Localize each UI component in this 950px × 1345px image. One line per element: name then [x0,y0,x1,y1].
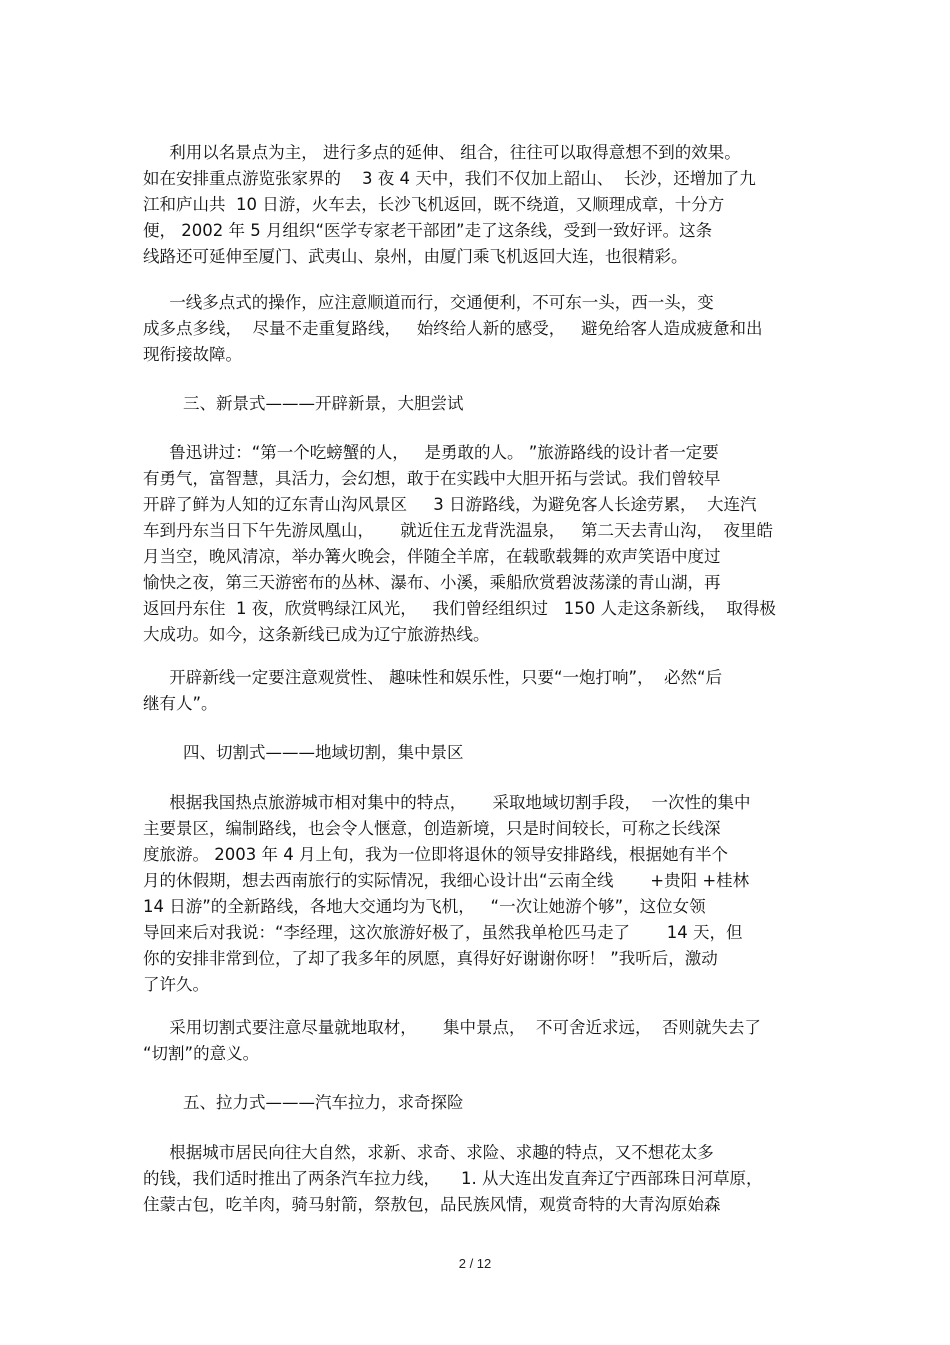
paragraph-6 [143,1015,808,1067]
text-line: 大成功。如今，这条新线已成为辽宁旅游热线。 [143,625,490,644]
text-line: 根据我国热点旅游城市相对集中的特点， 采取地域切割手段， 一次性的集中 [143,793,751,812]
section-heading-4: 四、切割式———地域切割，集中景区 [183,743,464,762]
paragraph-4 [143,665,808,717]
text-line: 返回丹东住 1 夜，欣赏鸭绿江风光， 我们曾经组织过 150 人走这条新线， 取得极 [143,599,776,618]
text-line: 度旅游。 2003 年 4 月上旬，我为一位即将退休的领导安排路线，根据她有半个 [143,845,728,864]
text-line: 车到丹东当日下午先游凤凰山， 就近住五龙背洗温泉， 第二天去青山沟， 夜里皓 [143,521,773,540]
text-line: 成多点多线， 尽量不走重复路线， 始终给人新的感受， 避免给客人造成疲惫和出 [143,319,763,338]
paragraph-3 [143,440,808,648]
text-line: 有勇气，富智慧，具活力，会幻想，敢于在实践中大胆开拓与尝试。我们曾较早 [143,469,721,488]
paragraph-7 [143,1140,808,1218]
text-line: 的钱，我们适时推出了两条汽车拉力线， 1. 从大连出发直奔辽宁西部珠日河草原， [143,1169,763,1188]
text-line: 导回来后对我说：“李经理，这次旅游好极了，虽然我单枪匹马走了 14 天，但 [143,923,743,942]
text-line: 月的休假期，想去西南旅行的实际情况，我细心设计出“云南全线 +贵阳 +桂林 [143,871,750,890]
text-line: 主要景区，编制路线，也会令人惬意，创造新境，只是时间较长，可称之长线深 [143,819,721,838]
text-line: 继有人”。 [143,694,218,713]
text-line: 利用以名景点为主， 进行多点的延伸、 组合，往往可以取得意想不到的效果。 [143,143,741,162]
text-line: 根据城市居民向往大自然，求新、求奇、求险、求趣的特点，又不想花太多 [143,1143,714,1162]
page-number: 2 / 12 [458,1256,492,1271]
text-line: 愉快之夜，第三天游密布的丛林、瀑布、小溪，乘船欣赏碧波荡漾的青山湖，再 [143,573,721,592]
text-line: 一线多点式的操作，应注意顺道而行，交通便利，不可东一头，西一头，变 [143,293,714,312]
paragraph-5 [143,790,808,998]
text-line: 月当空，晚风清凉，举办篝火晚会，伴随全羊席，在载歌载舞的欢声笑语中度过 [143,547,721,566]
section-heading-5: 五、拉力式———汽车拉力，求奇探险 [183,1093,464,1112]
paragraph-1 [143,140,808,270]
text-line: 住蒙古包，吃羊肉，骑马射箭，祭敖包，品民族风情，观赏奇特的大青沟原始森 [143,1195,721,1214]
section-heading-3: 三、新景式———开辟新景，大胆尝试 [183,394,464,413]
text-line: 采用切割式要注意尽量就地取材， 集中景点， 不可舍近求远， 否则就失去了 [143,1018,761,1037]
paragraph-2 [143,290,808,368]
text-line: 你的安排非常到位，了却了我多年的夙愿，真得好好谢谢你呀！ ”我听后，激动 [143,949,718,968]
text-line: 鲁迅讲过：“第一个吃螃蟹的人， 是勇敢的人。 ”旅游路线的设计者一定要 [143,443,719,462]
text-line: 现衔接故障。 [143,345,242,364]
text-line: 便， 2002 年 5 月组织“医学专家老干部团”走了这条线，受到一致好评。这条 [143,221,713,240]
text-line: 开辟新线一定要注意观赏性、 趣味性和娱乐性，只要“一炮打响”， 必然“后 [143,668,723,687]
text-line: 了许久。 [143,975,209,994]
text-line: 开辟了鲜为人知的辽东青山沟风景区 3 日游路线，为避免客人长途劳累， 大连汽 [143,495,757,514]
text-line: 线路还可延伸至厦门、武夷山、泉州，由厦门乘飞机返回大连，也很精彩。 [143,247,688,266]
text-line: 如在安排重点游览张家界的 3 夜 4 天中，我们不仅加上韶山、 长沙，还增加了九 [143,169,756,188]
text-line: 江和庐山共 10 日游，火车去，长沙飞机返回，既不绕道，又顺理成章，十分方 [143,195,725,214]
text-line: 14 日游”的全新路线，各地大交通均为飞机， “一次让她游个够”，这位女领 [143,897,706,916]
text-line: “切割”的意义。 [143,1044,260,1063]
